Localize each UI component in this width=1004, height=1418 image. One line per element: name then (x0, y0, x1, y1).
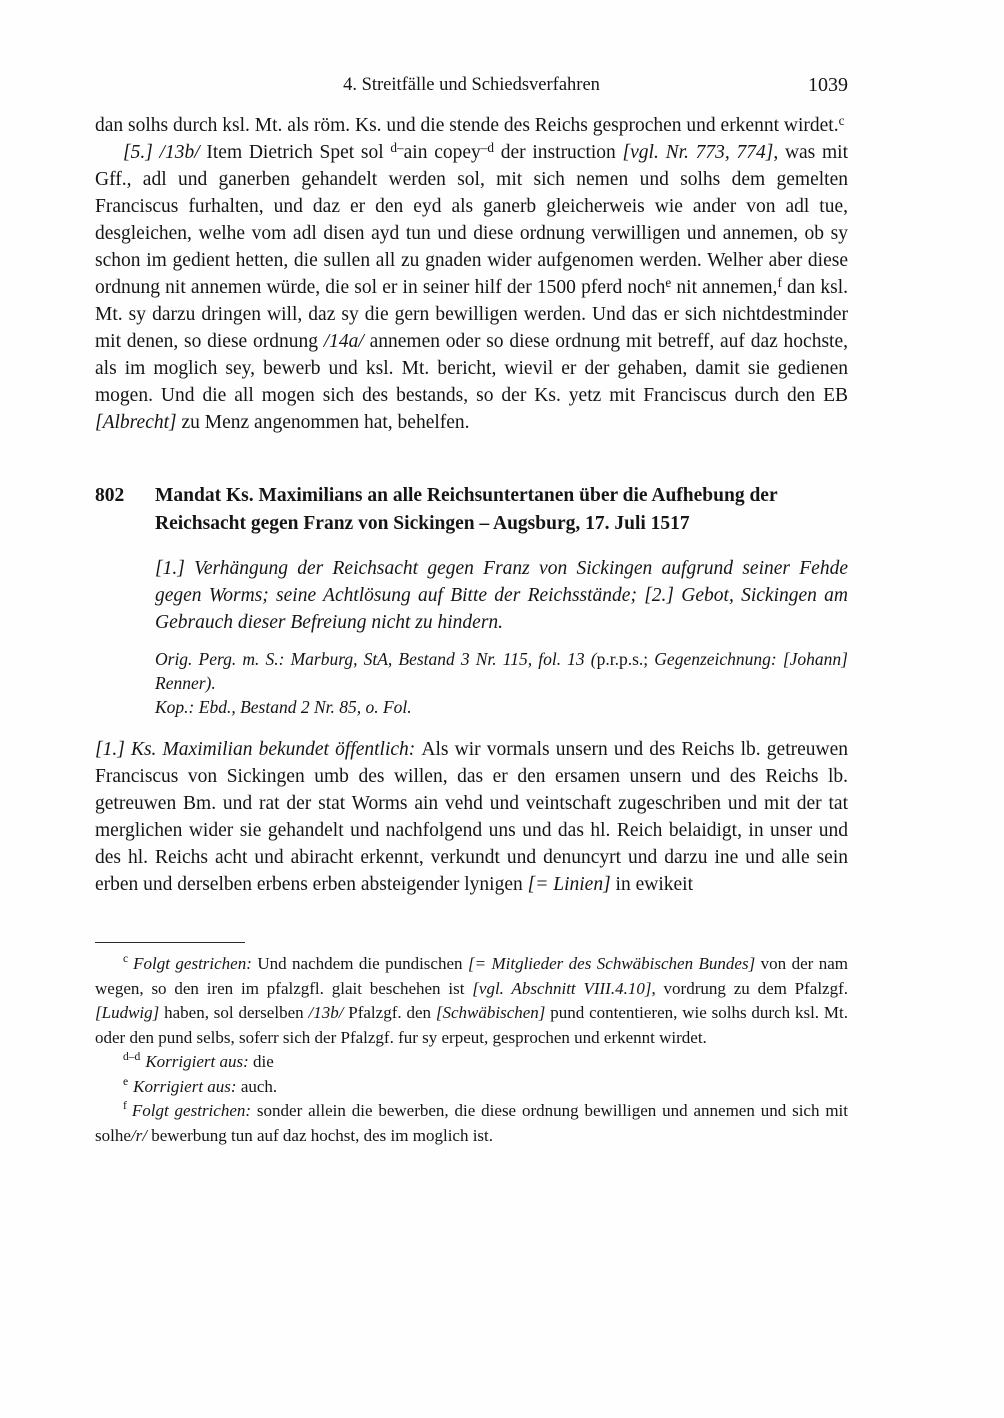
footnote-text-e: Korrigiert aus: auch. (133, 1076, 278, 1096)
footnote-e (95, 1075, 848, 1100)
provenance-copy: Kop.: Ebd., Bestand 2 Nr. 85, o. Fol. (155, 697, 412, 717)
paragraph-item-5: [5.] /13b/ Item Dietrich Spet sol $^{d-}$ain copey$^{-d}$ der instruction [vgl. Nr. 773, 774], was mit Gff., adl und ganerben gehandelt werden sol, mit sich nemen und solhs dem gemelten Franciscus furhalten, und daz er den eyd als ganerb gleicherweis wie ander von adl tue, desgleichen, welhe vom adl disen ayd tun und diese ordnung verwilligen und annemen, ob sy schon im gedient hetten, die sullen all zu gnaden wider aufgenomen werden. Welher aber diese ordnung nit annemen würde, die sol er in seiner hilf der 1500 pferd noch$^e$ nit annemen,$^f$ dan ksl. Mt. sy darzu dringen will, daz sy die gern bewilligen werden. Und das er sich nichtdestminder mit denen, so diese ordnung /14a/ annemen oder so diese ordnung mit betreff, auf daz hochste, als im moglich sey, bewerb und ksl. Mt. bericht, wievil er der gehaben, damit sie gedienen mogen. Und die all mogen sich des bestands, so der Ks. yetz mit Franciscus durch den EB [Albrecht] zu Menz angenommen hat, behelfen. (95, 140, 849, 433)
entry-number: 802 (95, 485, 125, 506)
footnote-text-d: Korrigiert aus: die (145, 1052, 274, 1071)
provenance-original: Orig. Perg. m. S.: Marburg, StA, Bestand 3 Nr. 115, fol. 13 (p.r.p.s.; Gegenzeichnung: [Johann] Renner). (155, 649, 848, 693)
footnote-text-f: Folgt gestrichen: sonder allein die bewerben, die diese ordnung bewilligen und annemen und sich mit solhe/r/ bewerbung tun auf daz hochst, des im moglich ist. (95, 1101, 848, 1145)
entry-802 (95, 482, 848, 898)
footnote-mark-c: c (123, 952, 129, 966)
footnote-separator (95, 942, 245, 943)
entry-summary: [1.] Verhängung der Reichsacht gegen Franz von Sickingen aufgrund seiner Fehde gegen Worms; seine Achtlösung auf Bitte der Reichsstände; [2.] Gebot, Sickingen am Gebrauch dieser Befreiung nicht zu hindern. (155, 558, 848, 633)
footnotes-section (95, 942, 848, 1148)
entry-heading (95, 482, 848, 538)
footnote-mark-e: e (123, 1074, 129, 1088)
page-header (95, 72, 848, 98)
footnote-text-c: Folgt gestrichen: Und nachdem die pundischen [= Mitglieder des Schwäbischen Bundes] von der nam wegen, so den iren im pfalzgfl. glait beschehen ist [vgl. Abschnitt VIII.4.10], vordrung zu dem Pfalzgf. [Ludwig] haben, sol derselben /13b/ Pfalzgf. den [Schwäbischen] pund contentieren, wie solhs durch ksl. Mt. oder den pund selbs, soferr sich der Pfalzgf. fur sy erpeut, gesprochen und erkennt wirdet. (95, 954, 849, 1047)
entry-provenance (155, 647, 848, 719)
footnote-f (95, 1099, 848, 1148)
footnote-c (95, 952, 848, 1050)
running-title: 4. Streitfälle und Schiedsverfahren (343, 75, 600, 95)
entry-body-text: [1.] Ks. Maximilian bekundet öffentlich: Als wir vormals unsern und des Reichs lb. getreuwen Franciscus von Sickingen umb des willen, das er den ersamen unsern und des Reichs lb. getreuwen Bm. und rat der stat Worms ain vehd und veintschaft zugeschriben und mit der tat merglichen wider sie gehandelt und nachfolgend uns und das hl. Reich belaidigt, in unser und des hl. Reichs acht und abiracht erkennt, verkundt und denuncyrt und darzu ine und alle sein erben und derselben erbens erben absteigender lynigen [= Linien] in ewikeit (95, 739, 848, 895)
footnote-d (95, 1050, 848, 1075)
footnote-mark-d: d–d (123, 1050, 141, 1064)
footnote-mark-f: f (123, 1099, 127, 1113)
page-number: 1039 (808, 74, 848, 96)
paragraph-continuation: dan solhs durch ksl. Mt. als röm. Ks. und die stende des Reichs gesprochen und erkennt wirdet.$^c$ (95, 113, 845, 136)
entry-title: Mandat Ks. Maximilians an alle Reichsuntertanen über die Aufhebung der Reichsacht gegen Franz von Sickingen – Augsburg, 17. Juli 1517 (155, 485, 778, 534)
